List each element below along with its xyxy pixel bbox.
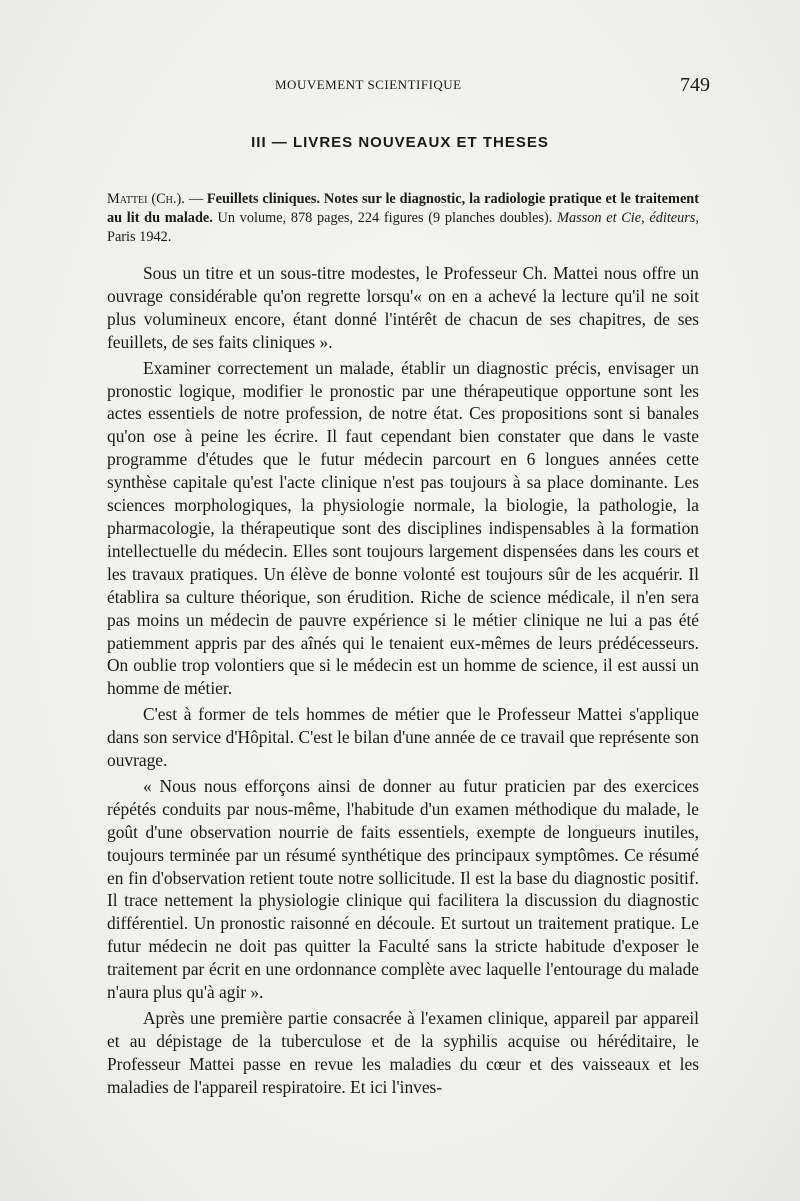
book-title: Feuillets cliniques. Notes sur le diagnostic, la radiologie pratique et le traitement au lit du malade.	[107, 191, 700, 226]
review-paragraph: Sous un titre et un sous-titre modestes, le Professeur Ch. Mattei nous offre un ouvrage considérable qu'on regrette lorsqu'« on en a achevé la lecture qu'il ne soit plus volumineux encore, étant donné l'intérêt de chacun de ses chapitres, de ses feuillets, de ses faits cliniques ».	[107, 263, 699, 352]
review-body	[107, 262, 699, 1099]
review-paragraph: « Nous nous efforçons ainsi de donner au futur praticien par des exercices répétés conduits par nous-même, l'habitude d'un examen méthodique du malade, le goût d'une observation nourrie de faits essentiels, exempte de longueurs inutiles, toujours terminée par un résumé synthétique des principaux symptômes. Ce résumé en fin d'observation retient toute notre sollicitude. Il est la base du diagnostic positif. Il trace nettement la physiologie clinique qui facilitera la discussion du diagnostic différentiel. Un pronostic raisonné en découle. Et surtout un traitement pratique. Le futur médecin ne doit pas quitter la Faculté sans la stricte habitude d'exposer le traitement par écrit en une ordonnance complète avec laquelle l'entourage du malade n'aura plus qu'à agir ».	[107, 775, 699, 1003]
review-paragraph: Examiner correctement un malade, établir un diagnostic précis, envisager un pronostic logique, modifier le pronostic par une thérapeutique opportune sont les actes essentiels de notre profession, de notre état. Ces propositions sont si banales qu'on ose à peine les écrire. Il faut cependant bien constater que dans le vaste programme d'études que le futur médecin parcourt en 6 longues années cette synthèse capitale qu'est l'acte clinique n'est pas toujours à sa place dominante. Les sciences morphologiques, la physiologie normale, la biologie, la pathologie, la pharmacologie, la thérapeutique sont des disciplines indispensables à la formation intellectuelle du médecin. Elles sont toujours largement dispensées dans les cours et les travaux pratiques. Un élève de bonne volonté est toujours sûr de les acquérir. Il établira sa culture théorique, son érudition. Riche de science médicale, il n'en sera pas moins un médecin de pauvre expérience si le métier clinique ne lui a pas été patiemment appris par des aînés qui le tenaient eux-mêmes de leurs prédécesseurs. On oublie trop volontiers que si le médecin est un homme de science, il est aussi un homme de métier.	[107, 357, 699, 699]
review-paragraph: C'est à former de tels hommes de métier que le Professeur Mattei s'applique dans son service d'Hôpital. C'est le bilan d'une année de ce travail que représente son ouvrage.	[107, 704, 699, 771]
book-author: Mattei (Ch.).	[107, 191, 185, 207]
bib-dash: —	[184, 191, 207, 207]
review-paragraph: Après une première partie consacrée à l'examen clinique, appareil par appareil et au dépistage de la tuberculose et de la syphilis acquise ou héréditaire, le Professeur Mattei passe en revue les maladies du cœur et des vaisseaux et les maladies de l'appareil respiratoire. Et ici l'inves-	[107, 1008, 699, 1097]
book-publisher: Masson et Cie, éditeurs,	[557, 210, 699, 226]
book-place-year: Paris 1942.	[107, 229, 172, 245]
running-head	[100, 74, 710, 98]
book-details: Un volume, 878 pages, 224 figures (9 planches doubles).	[212, 210, 558, 226]
page-number: 749	[680, 74, 710, 96]
bibliographic-entry	[107, 190, 699, 247]
section-heading: III — LIVRES NOUVEAUX ET THESES	[251, 134, 549, 151]
running-head-title: MOUVEMENT SCIENTIFIQUE	[275, 77, 462, 92]
